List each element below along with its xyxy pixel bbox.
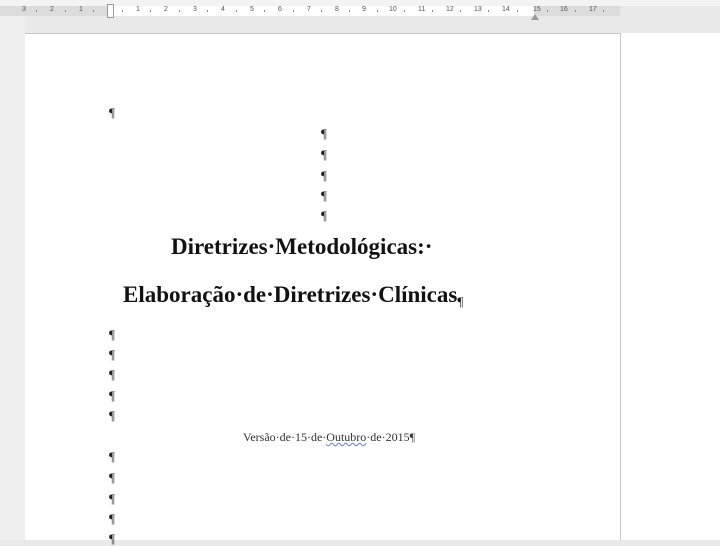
ruler-label: 7 (307, 6, 311, 13)
paragraph-mark: ¶ (109, 388, 115, 403)
ruler-tick (517, 10, 518, 12)
version-month: Outubro (326, 430, 367, 444)
ruler-tick (404, 10, 405, 12)
ruler-label: 9 (362, 6, 366, 13)
ruler-tick (150, 10, 151, 12)
version-line (243, 430, 415, 444)
ruler-label: 4 (221, 6, 225, 13)
ruler-text-area (112, 6, 534, 16)
ruler-label: 2 (50, 6, 54, 13)
ruler-tick (207, 10, 208, 12)
ruler-tick (377, 10, 378, 12)
version-prefix: Versão·de·15·de· (243, 430, 327, 444)
vertical-ruler (0, 16, 25, 540)
ruler-label: 3 (22, 6, 26, 13)
paragraph-mark: ¶ (321, 147, 327, 162)
ruler-label: 8 (335, 6, 339, 13)
paragraph-mark: ¶ (109, 327, 115, 342)
ruler-tick (575, 10, 576, 12)
ruler-label: 6 (278, 6, 282, 13)
ruler-tick (321, 10, 322, 12)
ruler-label: 11 (418, 6, 426, 13)
document-title-line-2 (123, 281, 719, 316)
right-indent-marker[interactable] (531, 14, 539, 20)
paragraph-mark: ¶ (321, 168, 327, 183)
ruler-tick (236, 10, 237, 12)
ruler-tick (603, 10, 604, 12)
ruler-tick (179, 10, 180, 12)
ruler-tick (264, 10, 265, 12)
paragraph-mark: ¶ (109, 511, 115, 526)
title-line-2-pilcrow: ¶ (457, 294, 464, 309)
paragraph-mark: ¶ (109, 367, 115, 382)
paragraph-mark: ¶ (109, 531, 115, 546)
paragraph-mark: ¶ (321, 208, 327, 223)
ruler-tick (122, 10, 123, 12)
title-line-2-text: Elaboração·de·Diretrizes·Clínicas (123, 282, 458, 307)
ruler-label: 5 (250, 6, 254, 13)
document-page[interactable] (25, 33, 621, 546)
ruler-label: 12 (446, 6, 454, 13)
ruler-tick (460, 10, 461, 12)
ruler-tick (432, 10, 433, 12)
paragraph-mark: ¶ (109, 470, 115, 485)
ruler-label: 3 (193, 6, 197, 13)
paragraph-mark: ¶ (109, 491, 115, 506)
ruler-label: 2 (164, 6, 168, 13)
ruler-label: 15 (533, 6, 541, 13)
paragraph-mark: ¶ (109, 449, 115, 464)
ruler-tick (93, 10, 94, 12)
horizontal-ruler[interactable] (0, 6, 620, 16)
paragraph-mark: ¶ (321, 126, 327, 141)
ruler-tick (293, 10, 294, 12)
document-title-line-1: Diretrizes·Metodológicas:· (171, 234, 433, 259)
paragraph-mark: ¶ (109, 347, 115, 362)
ruler-tick (547, 10, 548, 12)
left-indent-marker[interactable] (107, 4, 114, 18)
ruler-label: 10 (389, 6, 397, 13)
ruler-tick (349, 10, 350, 12)
ruler-label: 16 (560, 6, 568, 13)
ruler-tick (65, 10, 66, 12)
ruler-label: 14 (502, 6, 510, 13)
paragraph-mark: ¶ (321, 188, 327, 203)
ruler-label: 1 (136, 6, 140, 13)
paragraph-mark: ¶ (109, 408, 115, 423)
ruler-label: 17 (589, 6, 597, 13)
ruler-tick (36, 10, 37, 12)
ruler-label: 1 (79, 6, 83, 13)
ruler-label: 13 (474, 6, 482, 13)
ruler-tick (488, 10, 489, 12)
paragraph-mark: ¶ (109, 105, 115, 120)
version-suffix: ·de·2015¶ (366, 430, 416, 444)
